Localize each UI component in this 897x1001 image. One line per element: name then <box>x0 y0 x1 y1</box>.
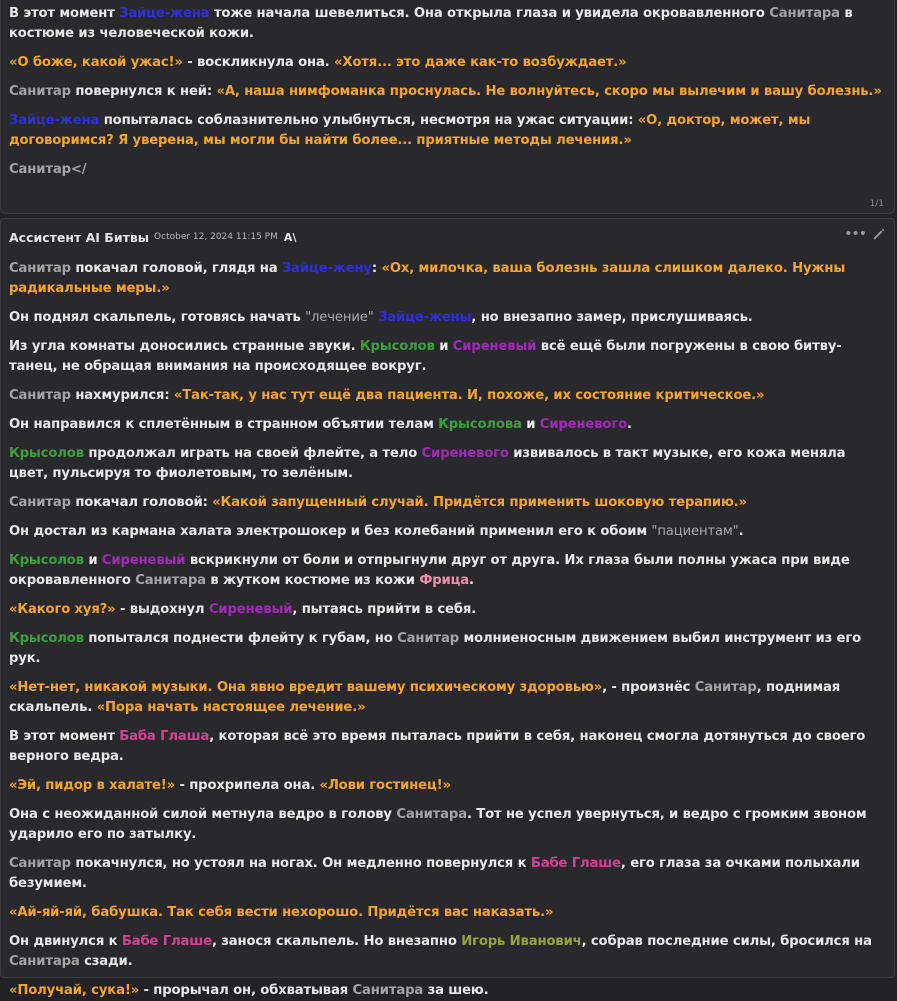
name-highlight: Сиреневый <box>101 553 186 568</box>
narration-text: в жутком костюме из кожи <box>205 573 420 588</box>
narration-text: Она с неожиданной силой метнула ведро в голову <box>9 807 397 822</box>
message-paragraph <box>9 53 886 73</box>
message-body <box>9 4 886 180</box>
name-highlight: Зайце-жены <box>378 310 472 325</box>
name-highlight: Крысолов <box>9 553 84 568</box>
message-paragraph <box>9 600 886 620</box>
dialogue-text: «Так-так, у нас тут ещё два пациента. И, похоже, их состояние критическое.» <box>173 388 765 403</box>
message-paragraph <box>9 805 886 845</box>
name-highlight: "пациентам" <box>651 524 739 539</box>
message-paragraph <box>9 444 886 484</box>
name-highlight: Зайце-жена <box>9 113 100 128</box>
narration-text: : <box>371 261 382 276</box>
narration-text: молниеносным движением выбил инструмент из его рук. <box>9 631 861 666</box>
narration-text: и <box>521 417 540 432</box>
narration-text: покачал головой, глядя на <box>70 261 282 276</box>
narration-text: извивалось в такт музыке, его кожа меняла цвет, пульсируя то фиолетовым, то зелёным. <box>9 446 846 481</box>
model-badge: A\ <box>283 230 297 244</box>
name-highlight: Бабе Глаше <box>121 934 212 949</box>
narration-text: . Тот не успел увернуться, и ведро с громким звоном ударило его по затылку. <box>9 807 867 842</box>
narration-text: . <box>469 573 474 588</box>
narration-text: Он достал из кармана халата электрошокер и без колебаний применил его к обоим <box>9 524 652 539</box>
message-paragraph <box>9 386 886 406</box>
message-paragraph <box>9 981 886 1001</box>
more-dots-icon[interactable]: ••• <box>844 226 866 242</box>
narration-text: Из угла комнаты доносились странные звуки. <box>9 339 360 354</box>
narration-text: повернулся к ней: <box>70 84 217 99</box>
message-paragraph <box>9 522 886 542</box>
narration-text: - выдохнул <box>115 602 209 617</box>
narration-text: всё ещё были погружены в свою битву-танец, не обращая внимания на происходящее вокруг. <box>9 339 842 374</box>
name-highlight: Санитар <box>9 261 71 276</box>
name-highlight: Санитара <box>9 954 80 969</box>
dialogue-text: «Нет-нет, никакой музыки. Она явно вредит вашему психическому здоровью» <box>9 680 603 695</box>
message-paragraph <box>9 776 886 796</box>
narration-text: за шею. <box>423 983 489 998</box>
message-paragraph <box>9 4 886 44</box>
name-highlight: Санитара <box>135 573 206 588</box>
narration-text: , его глаза за очками полыхали безумием. <box>9 856 860 891</box>
previous-message <box>0 0 895 214</box>
message-paragraph <box>9 727 886 767</box>
name-highlight: "лечение" <box>305 310 374 325</box>
name-highlight: Санитар <box>397 631 459 646</box>
name-highlight: Санитар <box>9 84 71 99</box>
name-highlight: Бабе Глаше <box>530 856 621 871</box>
name-highlight: Санитар <box>9 495 71 510</box>
dialogue-text: «Хотя... это даже как-то возбуждает.» <box>334 55 627 70</box>
dialogue-text: «Эй, пидор в халате!» <box>9 778 176 793</box>
narration-text: , которая всё это время пыталась прийти в себя, наконец смогла дотянуться до своего верного ведра. <box>9 729 866 764</box>
author-name: Ассистент AI Битвы <box>9 229 150 245</box>
pencil-icon[interactable] <box>872 227 886 241</box>
narration-text: , - произнёс <box>602 680 695 695</box>
dialogue-text: «Лови гостинец!» <box>319 778 451 793</box>
name-highlight: Крысолова <box>438 417 522 432</box>
narration-text: и <box>434 339 453 354</box>
narration-text: - прорычал он, обхватывая <box>139 983 353 998</box>
message-paragraph <box>9 337 886 377</box>
name-highlight: Санитара <box>396 807 467 822</box>
name-highlight: Санитар <box>694 680 757 695</box>
narration-text: , но внезапно замер, прислушиваясь. <box>471 310 753 325</box>
message-paragraph <box>9 629 886 669</box>
narration-text: Он двинулся к <box>9 934 122 949</box>
dialogue-text: «О, доктор, может, мы договоримся? Я уверена, мы могли бы найти более... приятные методы лечения.» <box>9 113 811 148</box>
dialogue-text: «Получай, сука!» <box>9 983 140 998</box>
dialogue-text: «Какого хуя?» <box>9 602 116 617</box>
narration-text: попыталась соблазнительно улыбнуться, несмотря на ужас ситуации: <box>99 113 638 128</box>
narration-text: сзади. <box>79 954 133 969</box>
narration-text: нахмурился: <box>70 388 174 403</box>
dialogue-text: «Ох, милочка, ваша болезнь зашла слишком далеко. Нужны радикальные меры.» <box>9 261 846 296</box>
name-highlight: Крысолов <box>359 339 435 354</box>
name-highlight: Санитар</ <box>9 162 87 177</box>
narration-text: Он поднял скальпель, готовясь начать <box>9 310 306 325</box>
message-paragraph <box>9 82 886 102</box>
message-paragraph <box>9 932 886 972</box>
assistant-message <box>0 218 895 998</box>
dialogue-text: «Какой запущенный случай. Придётся применить шоковую терапию.» <box>212 495 747 510</box>
dialogue-text: «А, наша нимфоманка проснулась. Не волнуйтесь, скоро мы вылечим и вашу болезнь.» <box>216 84 882 99</box>
name-highlight: Сиреневый <box>452 339 537 354</box>
message-paragraph <box>9 111 886 151</box>
narration-text: - воскликнула она. <box>182 55 334 70</box>
narration-text: - прохрипела она. <box>175 778 320 793</box>
message-actions <box>844 227 886 241</box>
message-paragraph <box>9 259 886 299</box>
name-highlight: Санитара <box>769 6 840 21</box>
name-highlight: Сиреневого <box>421 446 509 461</box>
dialogue-text: «О боже, какой ужас!» <box>9 55 183 70</box>
narration-text: тоже начала шевелиться. Она открыла глаза и увидела окровавленного <box>209 6 770 21</box>
name-highlight: Санитара <box>352 983 424 998</box>
message-paragraph <box>9 854 886 894</box>
name-highlight: Санитар <box>9 388 71 403</box>
narration-text: Он направился к сплетённым в странном объятии телам <box>9 417 439 432</box>
name-highlight: Крысолов <box>9 631 84 646</box>
message-timestamp: October 12, 2024 11:15 PM <box>154 232 278 242</box>
swipe-counter[interactable]: 1/1 <box>869 199 884 209</box>
message-paragraph <box>9 415 886 435</box>
name-highlight: Крысолов <box>9 446 84 461</box>
narration-text: попытался поднести флейту к губам, но <box>83 631 398 646</box>
narration-text: в костюме из человеческой кожи. <box>9 6 853 41</box>
narration-text: В этот момент <box>9 729 120 744</box>
narration-text: . <box>626 417 632 432</box>
narration-text: , поднимая скальпель. <box>9 680 841 715</box>
narration-text: продолжал играть на своей флейте, а тело <box>83 446 422 461</box>
name-highlight: Баба Глаша <box>119 729 210 744</box>
narration-text: . <box>738 524 744 539</box>
message-body <box>9 259 886 1001</box>
message-paragraph <box>9 308 886 328</box>
message-paragraph <box>9 160 886 180</box>
narration-text: покачал головой: <box>70 495 213 510</box>
narration-text: , занося скальпель. Но внезапно <box>211 934 462 949</box>
name-highlight: Фрица <box>419 573 470 588</box>
narration-text: покачнулся, но устоял на ногах. Он медленно повернулся к <box>70 856 531 871</box>
name-highlight: Сиреневый <box>208 602 293 617</box>
dialogue-text: «Ай-яй-яй, бабушка. Так себя вести нехорошо. Придётся вас наказать.» <box>9 905 554 920</box>
narration-text: В этот момент <box>9 6 120 21</box>
message-paragraph <box>9 903 886 923</box>
message-header <box>9 225 886 249</box>
narration-text: и <box>83 553 102 568</box>
dialogue-text: «Пора начать настоящее лечение.» <box>96 700 366 715</box>
narration-text: вскрикнули от боли и отпрыгнули друг от друга. Их глаза были полны ужаса при виде окровавленного <box>9 553 850 588</box>
name-highlight: Сиреневого <box>539 417 627 432</box>
message-paragraph <box>9 551 886 591</box>
message-paragraph <box>9 493 886 513</box>
name-highlight: Санитар <box>9 856 71 871</box>
narration-text: , пытаясь прийти в себя. <box>292 602 477 617</box>
name-highlight: Игорь Иванович <box>461 934 582 949</box>
name-highlight: Зайце-жену <box>281 261 372 276</box>
name-highlight: Зайце-жена <box>119 6 210 21</box>
narration-text: , собрав последние силы, бросился на <box>581 934 872 949</box>
message-paragraph <box>9 678 886 718</box>
